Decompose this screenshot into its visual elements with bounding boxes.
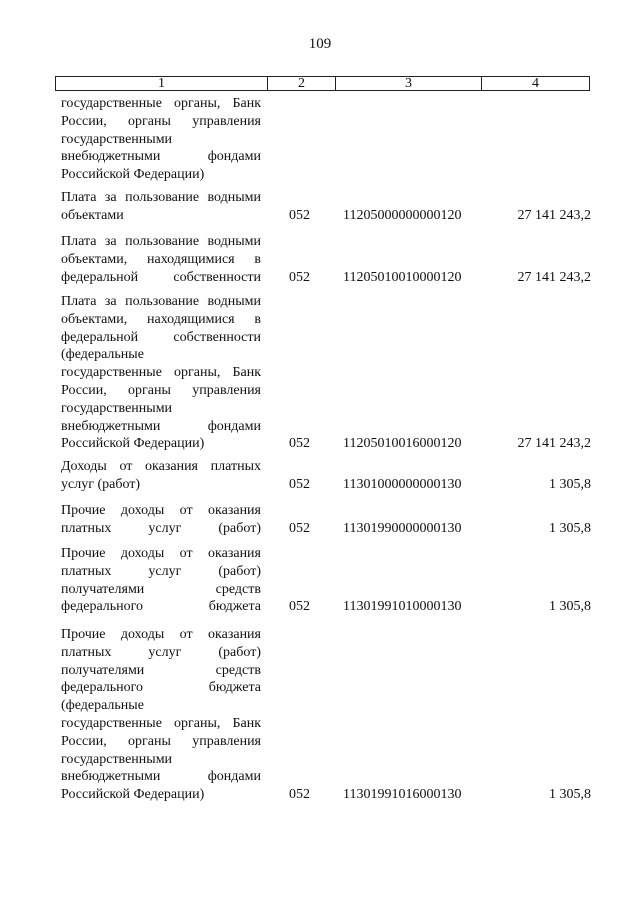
description-line: государственными <box>61 131 173 147</box>
row-kbk-code: 11301990000000130 <box>343 520 462 536</box>
description-line: государственные органы, Банк <box>61 96 261 111</box>
description-line: Прочие доходы от оказания <box>61 503 261 518</box>
row-kbk-code: 11205010010000120 <box>343 269 462 285</box>
description-line: Плата за пользование водными <box>61 234 261 249</box>
row-description <box>61 626 261 804</box>
description-line: России, органы управления <box>61 733 261 749</box>
row-description <box>61 95 261 184</box>
description-line: платных услуг (работ) <box>61 520 261 536</box>
row-amount: 1 305,8 <box>549 599 591 615</box>
description-line: России, органы управления <box>61 113 261 129</box>
row-kbk-code: 11205000000000120 <box>343 207 462 223</box>
row-admin-code: 052 <box>289 269 310 285</box>
row-description <box>61 502 261 538</box>
description-line: Российской Федерации) <box>61 167 205 183</box>
row-amount: 27 141 243,2 <box>517 269 591 285</box>
description-line: объектами, находящимися в <box>61 311 261 327</box>
row-description <box>61 293 261 453</box>
row-amount: 27 141 243,2 <box>517 207 591 223</box>
description-line: государственными <box>61 751 173 767</box>
description-line: Плата за пользование водными <box>61 190 261 205</box>
header-col-2: 2 <box>268 77 336 90</box>
row-description <box>61 458 261 494</box>
table-row <box>61 189 591 225</box>
description-line: объектами <box>61 207 124 223</box>
row-kbk-code: 11301000000000130 <box>343 476 462 492</box>
table-row <box>61 293 591 453</box>
description-line: Прочие доходы от оказания <box>61 627 261 642</box>
description-line: Прочие доходы от оказания <box>61 546 261 561</box>
description-line: получателями средств <box>61 662 261 678</box>
table-row <box>61 502 591 538</box>
description-line: услуг (работ) <box>61 476 141 492</box>
row-admin-code: 052 <box>289 476 310 492</box>
row-kbk-code: 11301991016000130 <box>343 787 462 803</box>
description-line: Российской Федерации) <box>61 787 205 803</box>
description-line: получателями средств <box>61 581 261 597</box>
row-admin-code: 052 <box>289 520 310 536</box>
table-row <box>61 545 591 616</box>
row-description <box>61 545 261 616</box>
description-line: внебюджетными фондами <box>61 418 261 434</box>
table-row <box>61 626 591 804</box>
row-admin-code: 052 <box>289 436 310 452</box>
row-description <box>61 233 261 286</box>
description-line: федерального бюджета <box>61 599 261 615</box>
table-header <box>55 76 590 91</box>
row-admin-code: 052 <box>289 599 310 615</box>
row-kbk-code: 11205010016000120 <box>343 436 462 452</box>
description-line: федеральной собственности <box>61 269 261 285</box>
table-row <box>61 458 591 494</box>
table-row <box>61 233 591 286</box>
description-line: федерального бюджета <box>61 680 261 696</box>
description-line: государственные органы, Банк <box>61 365 261 381</box>
row-admin-code: 052 <box>289 207 310 223</box>
description-line: Плата за пользование водными <box>61 294 261 309</box>
description-line: внебюджетными фондами <box>61 149 261 165</box>
row-amount: 27 141 243,2 <box>517 436 591 452</box>
page-number: 109 <box>308 36 332 52</box>
header-col-3: 3 <box>336 77 482 90</box>
header-col-4: 4 <box>532 76 539 91</box>
description-line: (федеральные <box>61 347 144 363</box>
row-description <box>61 189 261 225</box>
description-line: государственными <box>61 400 173 416</box>
description-line: Российской Федерации) <box>61 436 205 452</box>
header-col-1: 1 <box>56 77 268 90</box>
description-line: Доходы от оказания платных <box>61 459 261 474</box>
row-amount: 1 305,8 <box>549 476 591 492</box>
row-amount: 1 305,8 <box>549 520 591 536</box>
description-line: России, органы управления <box>61 382 261 398</box>
row-admin-code: 052 <box>289 787 310 803</box>
description-line: государственные органы, Банк <box>61 715 261 731</box>
description-line: (федеральные <box>61 698 144 714</box>
description-line: объектами, находящимися в <box>61 251 261 267</box>
row-kbk-code: 11301991010000130 <box>343 599 462 615</box>
description-line: внебюджетными фондами <box>61 769 261 785</box>
row-amount: 1 305,8 <box>549 787 591 803</box>
description-line: платных услуг (работ) <box>61 644 261 660</box>
description-line: федеральной собственности <box>61 329 261 345</box>
table-row <box>61 95 591 184</box>
description-line: платных услуг (работ) <box>61 563 261 579</box>
